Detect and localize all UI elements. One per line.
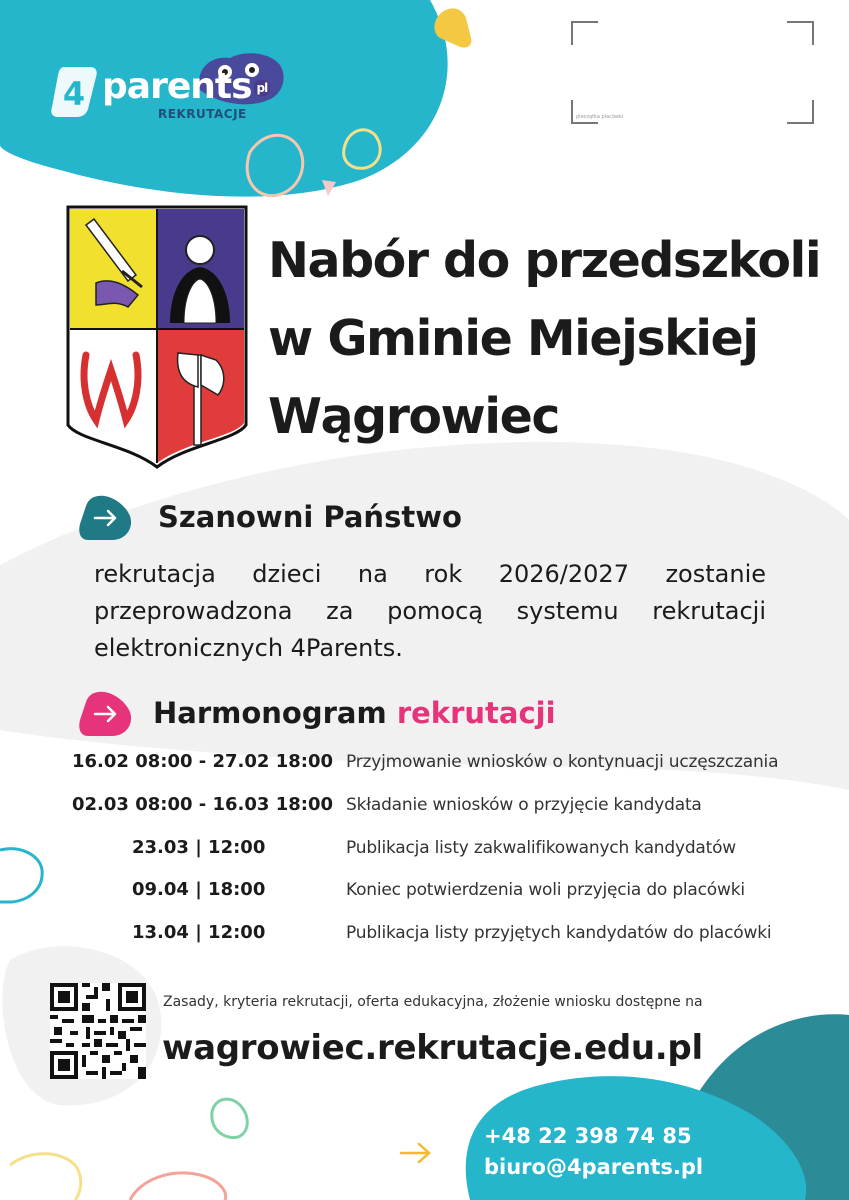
- intro-line-3: elektronicznych 4Parents.: [94, 634, 403, 662]
- schedule-date: 02.03 08:00 - 16.03 18:00: [72, 794, 333, 815]
- schedule-row: [0, 913, 849, 953]
- title-line-1: Nabór do przedszkoli: [268, 232, 821, 289]
- coat-of-arms-icon: [66, 205, 248, 470]
- schedule-date: 13.04 | 12:00: [132, 922, 266, 943]
- intro-text: [94, 556, 766, 667]
- schedule-description: Przyjmowanie wniosków o kontynuacji uczęszczania: [346, 752, 779, 772]
- logo-text: parents pl: [102, 67, 270, 108]
- brand-logo: [50, 55, 290, 135]
- intro-line-2: przeprowadzona za pomocą systemu rekrutacji: [94, 597, 766, 625]
- schedule-row: [0, 785, 849, 825]
- info-text: Zasady, kryteria rekrutacji, oferta edukacyjna, złożenie wniosku dostępne na: [163, 994, 703, 1010]
- arrow-badge-icon: [78, 494, 132, 542]
- website-link[interactable]: wagrowiec.rekrutacje.edu.pl: [162, 1028, 703, 1068]
- schedule-description: Publikacja listy zakwalifikowanych kandydatów: [346, 838, 737, 858]
- schedule-description: Koniec potwierdzenia woli przyjęcia do placówki: [346, 880, 745, 900]
- schedule-description: Składanie wniosków o przyjęcie kandydata: [346, 795, 702, 815]
- schedule-heading-main: Harmonogram: [153, 696, 387, 730]
- schedule-row: [0, 828, 849, 868]
- qr-code-icon[interactable]: [50, 983, 146, 1079]
- schedule-heading-accent: rekrutacji: [396, 696, 556, 730]
- schedule-date: 23.03 | 12:00: [132, 837, 266, 858]
- page-title: [268, 222, 828, 456]
- intro-heading: Szanowni Państwo: [158, 500, 462, 534]
- title-line-3: Wągrowiec: [268, 388, 559, 445]
- arrow-badge-icon: [78, 690, 132, 738]
- schedule-row: [0, 870, 849, 910]
- logo-subtitle: REKRUTACJE: [158, 107, 247, 121]
- schedule-description: Publikacja listy przyjętych kandydatów do placówki: [346, 923, 772, 943]
- email-link[interactable]: biuro@4parents.pl: [484, 1155, 704, 1179]
- svg-text:4: 4: [62, 75, 86, 113]
- schedule-heading: [153, 696, 556, 730]
- schedule-row: [0, 742, 849, 782]
- stamp-placeholder-label: pieczątka placówki: [576, 114, 624, 120]
- title-line-2: w Gminie Miejskiej: [268, 310, 758, 367]
- schedule-date: 16.02 08:00 - 27.02 18:00: [72, 751, 333, 772]
- arrow-right-icon: [398, 1138, 434, 1168]
- intro-line-1: rekrutacja dzieci na rok 2026/2027 zostanie: [94, 560, 766, 588]
- logo-four-icon: [50, 65, 98, 117]
- phone-number[interactable]: +48 22 398 74 85: [484, 1124, 692, 1148]
- schedule-date: 09.04 | 18:00: [132, 879, 266, 900]
